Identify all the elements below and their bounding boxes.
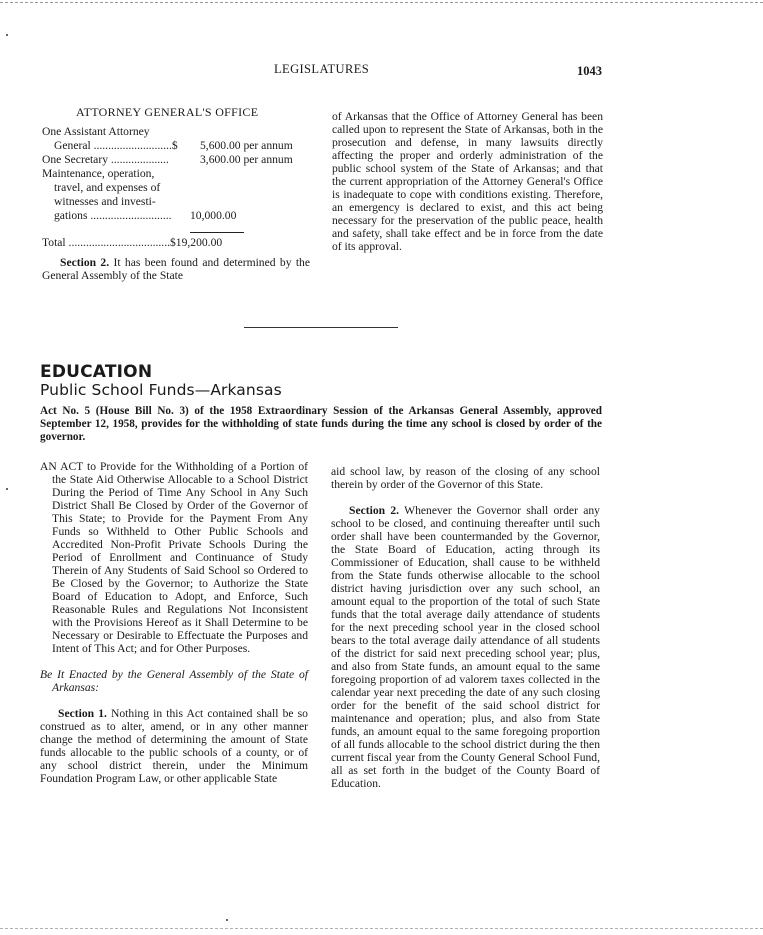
scan-speck — [6, 488, 8, 490]
section-1-paragraph — [40, 707, 308, 785]
budget-line-label: witnesses and investi- — [54, 195, 156, 208]
section-1-text: Nothing in this Act contained shall be so construed as to alter, amend, or in any other manner change the method of determining the amount of State funds allocable to the public schools of a county, or of any school district therein, under the Minimum Foundation Program Law, or other applicable State — [40, 707, 308, 785]
section-2-body-lead: Section 2. — [349, 504, 400, 517]
scan-speck — [6, 34, 8, 36]
section-2-body-text: Whenever the Governor shall order any school to be closed, and continuing thereafter until such order shall have been countermanded by the Governor, the State Board of Education, acting through its Commissioner of Education, shall cause to be withheld from the State funds otherwise allocable to the school district having jurisdiction over any such school, an amount equal to the proportion of the total of such State funds that the total average daily attendance of students for the next preceding school year in the closed school bears to the total average daily attendance of all students of the district for said next preceding school year; plus, and also from State funds, an amount equal to the same foregoing proportion of ad valorem taxes collected in the calendar year next preceding the date of any such closing order for the benefit of the said school district for maintenance and operation; plus, and also from State funds, an amount equal to the same foregoing proportion of all funds allocable to the school district during the then current fiscal year from the County General School Fund, all as set forth in the budget of the County Board of Education. — [331, 504, 600, 790]
page-number: 1043 — [577, 64, 602, 78]
scan-bottom-border — [0, 928, 763, 929]
office-heading: ATTORNEY GENERAL'S OFFICE — [76, 105, 259, 119]
scan-top-border — [0, 2, 763, 3]
section-1-lead: Section 1. — [58, 707, 107, 720]
section-2-text: It has been found and determined by the General Assembly of the State — [42, 256, 310, 282]
budget-line-amount: 3,600.00 per annum — [200, 153, 293, 166]
enacting-clause: Be It Enacted by the General Assembly of the State of Arkansas: — [40, 668, 308, 694]
continuation-text: aid school law, by reason of the closing of any school therein by order of the Governor of this State. — [331, 465, 600, 491]
section-2-body-paragraph — [331, 504, 600, 790]
running-head: LEGISLATURES — [274, 62, 370, 76]
left-body-column — [40, 460, 308, 785]
emergency-clause — [332, 110, 603, 253]
act-title: AN ACT to Provide for the Withholding of a Portion of the State Aid Otherwise Allocable to a School District During the Period of Time Any School in Any Such District Shall Be Closed by Order of the Governor of This State; to Provide for the Payment From Any Funds so Withheld to Other Public Schools and Accredited Non-Profit Private Schools During the Period of Enrollment and Continuance of Study Therein of Any Students of Said School so Ordered to Be Closed by the Governor; to Authorize the State Board of Education to Adopt, and Enforce, Such Reasonable Rules and Regulations Not Inconsistent with the Provisions Hereof as it Shall Determine to be Necessary or Desirable to Effectuate the Purposes and Intent of This Act; and for Other Purposes. — [40, 460, 308, 655]
budget-line-label: gations ............................ — [54, 209, 172, 222]
total-rule — [190, 232, 244, 233]
budget-line-label: One Assistant Attorney — [42, 125, 150, 138]
budget-line-amount: 10,000.00 — [190, 209, 237, 222]
budget-total: Total ...................................$19,200.00 — [42, 236, 223, 249]
scan-speck — [226, 919, 228, 921]
section-2-paragraph — [42, 256, 310, 282]
budget-line-label: Maintenance, operation, — [42, 167, 155, 180]
section-separator — [244, 327, 398, 328]
emergency-clause-text: of Arkansas that the Office of Attorney General has been called upon to represent the State of Arkansas, both in the prosecution and defense, in many lawsuits directly affecting the proper and orderly administration of the public school system of the State of Arkansas; and that the current appropriation of the Attorney General's Office is inadequate to cope with conditions existing. Therefore, an emergency is declared to exist, and this act being necessary for the preservation of the public peace, health and safety, shall take effect and be in force from the date of its approval. — [332, 110, 603, 253]
right-body-column — [331, 465, 600, 790]
act-summary: Act No. 5 (House Bill No. 3) of the 1958 Extraordinary Session of the Arkansas General Assembly, approved September 12, 1958, provides for the withholding of state funds during the time any school is closed by order of the governor. — [40, 405, 602, 443]
budget-line-label: travel, and expenses of — [54, 181, 161, 194]
section-title: EDUCATION — [40, 362, 153, 382]
budget-line-label: General ...........................$ — [54, 139, 178, 152]
section-2-lead: Section 2. — [60, 256, 110, 269]
budget-line-label: One Secretary .................... — [42, 153, 169, 166]
section-subtitle: Public School Funds—Arkansas — [40, 381, 282, 399]
budget-line-amount: 5,600.00 per annum — [200, 139, 293, 152]
